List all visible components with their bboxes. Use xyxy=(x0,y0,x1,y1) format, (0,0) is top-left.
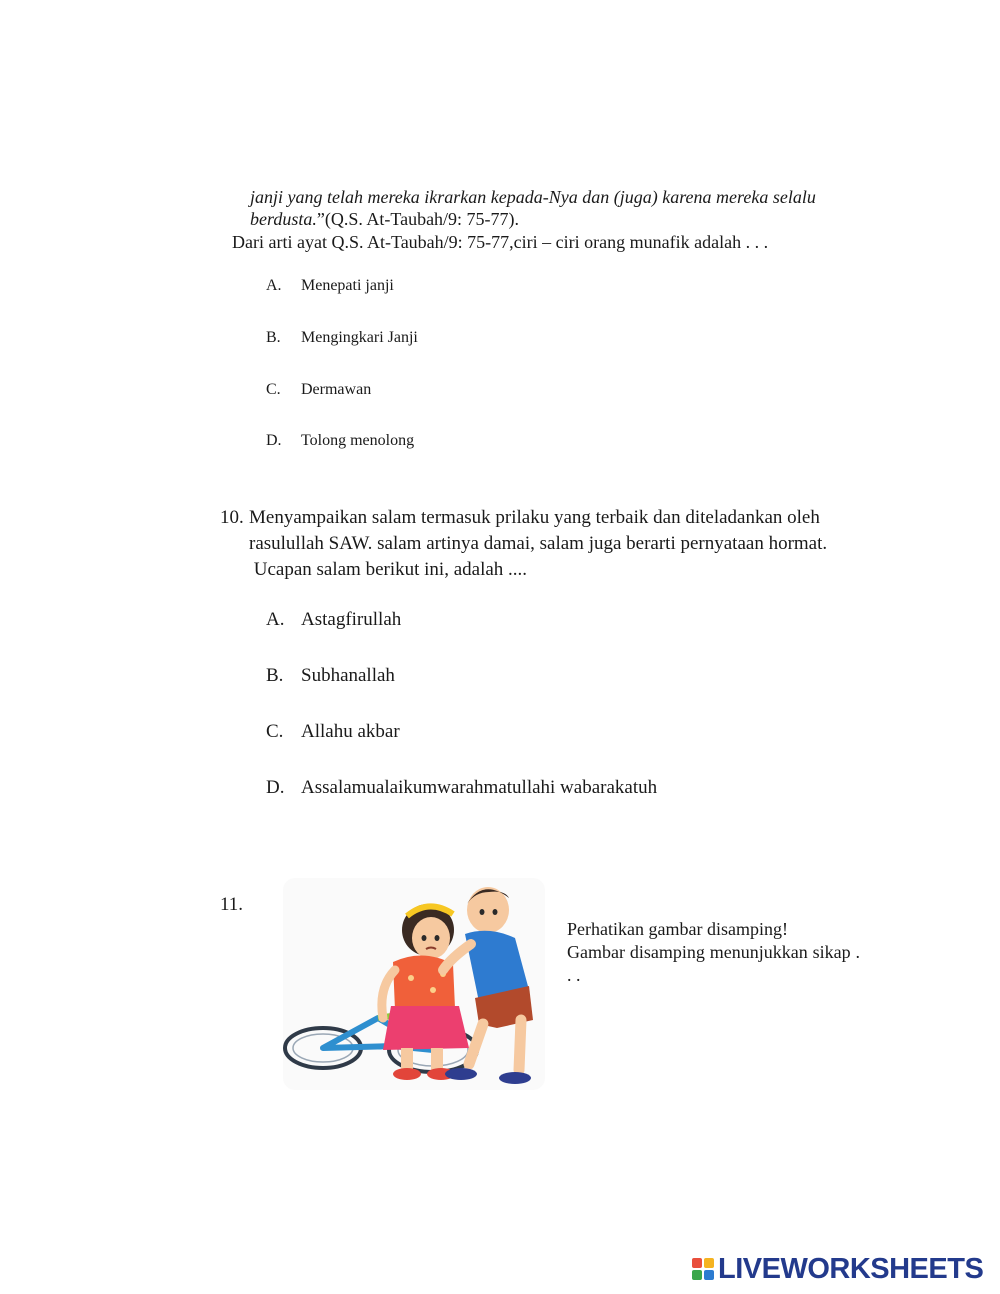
question-11-line-1: Perhatikan gambar disamping! xyxy=(567,919,788,939)
option-text: Tolong menolong xyxy=(301,432,415,449)
question-9-stem: Dari arti ayat Q.S. At-Taubah/9: 75-77,ciri – ciri orang munafik adalah . . . xyxy=(232,232,769,252)
option-text: Menepati janji xyxy=(301,277,394,294)
option-letter: A. xyxy=(266,609,285,630)
option-letter: B. xyxy=(266,665,284,686)
q10-option-a[interactable] xyxy=(266,609,401,631)
logo-square xyxy=(704,1258,714,1268)
quote-italic: janji yang telah mereka ikrarkan kepada-Nya dan (juga) karena mereka selalu berdusta. xyxy=(250,187,816,229)
option-text: Astagfirullah xyxy=(301,609,402,630)
logo-square xyxy=(704,1270,714,1280)
quote-text xyxy=(250,186,890,230)
question-number: 10. xyxy=(220,507,244,528)
question-10-line-1: Menyampaikan salam termasuk prilaku yang terbaik dan diteladankan oleh xyxy=(249,507,820,528)
logo-mark-icon xyxy=(692,1258,714,1280)
logo-square xyxy=(692,1258,702,1268)
children-bicycle-illustration xyxy=(283,878,545,1090)
question-10 xyxy=(220,505,880,583)
illustration-svg xyxy=(283,878,545,1090)
option-letter: D. xyxy=(266,432,282,449)
q9-option-a[interactable] xyxy=(266,277,394,295)
option-letter: C. xyxy=(266,381,281,398)
option-letter: D. xyxy=(266,777,285,798)
quote-reference: ”(Q.S. At-Taubah/9: 75-77). xyxy=(316,209,520,229)
logo-wordmark: LIVEWORKSHEETS xyxy=(718,1252,984,1285)
question-10-line-3: Ucapan salam berikut ini, adalah .... xyxy=(249,559,528,580)
option-letter: C. xyxy=(266,721,284,742)
question-11-line-2: Gambar disamping menunjukkan sikap . . . xyxy=(567,942,860,985)
q10-option-b[interactable] xyxy=(266,665,395,687)
liveworksheets-logo xyxy=(692,1252,983,1286)
option-letter: B. xyxy=(266,329,281,346)
option-text: Assalamualaikumwarahmatullahi wabarakatuh xyxy=(301,777,658,798)
q9-option-c[interactable] xyxy=(266,381,371,399)
option-text: Allahu akbar xyxy=(301,721,400,742)
question-11-number: 11. xyxy=(220,894,244,915)
option-letter: A. xyxy=(266,277,282,294)
q10-option-d[interactable] xyxy=(266,777,657,799)
q9-option-b[interactable] xyxy=(266,329,418,347)
q10-option-c[interactable] xyxy=(266,721,400,743)
option-text: Dermawan xyxy=(301,381,372,398)
q9-option-d[interactable] xyxy=(266,432,414,450)
option-text: Mengingkari Janji xyxy=(301,329,418,346)
option-text: Subhanallah xyxy=(301,665,395,686)
question-11-text xyxy=(567,918,860,987)
logo-square xyxy=(692,1270,702,1280)
question-10-line-2: rasulullah SAW. salam artinya damai, salam juga berarti pernyataan hormat. xyxy=(249,533,828,554)
